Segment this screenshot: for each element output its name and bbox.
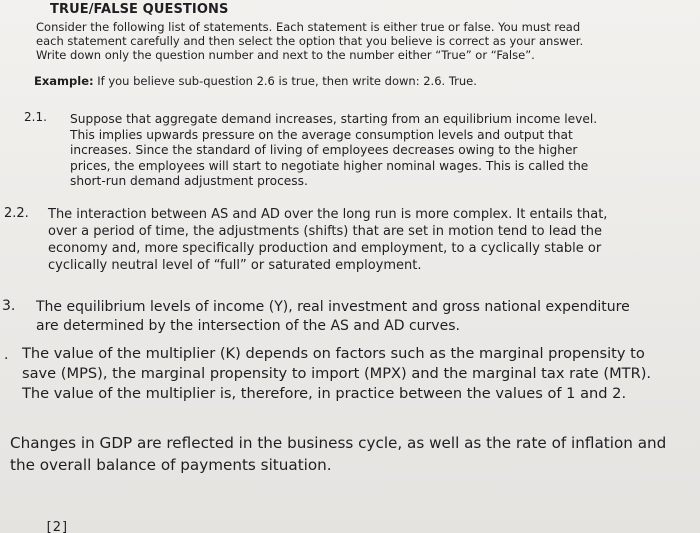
section-heading: TRUE/FALSE QUESTIONS — [50, 2, 229, 17]
question-number: 3. — [2, 298, 16, 314]
question-text: Changes in GDP are reflected in the business cycle, as well as the rate of inflation and the overall balance of payments situation. — [10, 434, 667, 474]
question-text: The value of the multiplier (K) depends on factors such as the marginal propensity to save (MPS), the marginal propensity to import (MPX) and the marginal tax rate (MTR). The value of the multiplier is, therefore, in practice between the values of 1 and 2. — [22, 345, 652, 402]
question-text: The equilibrium levels of income (Y), real investment and gross national expenditure are determined by the intersection of the AS and AD curves. — [36, 299, 630, 334]
question-text: The interaction between AS and AD over the long run is more complex. It entails that, over a period of time, the adjustments (shifts) that are set in motion tend to lead the economy and, more specifically production and employment, to a cyclically stable or cyclically neutral level of “full” or saturated employment. — [48, 207, 608, 273]
marks-indicator: _ [2] — [34, 520, 69, 533]
question-text: Suppose that aggregate demand increases, starting from an equilibrium income level. This implies upwards pressure on the average consumption levels and output that increases. Since the standard of living of employees decreases owing to the higher prices, the employees will start to negotiate higher nominal wages. This is called the short-run demand adjustment process. — [70, 112, 598, 188]
question-number: 2.2. — [4, 206, 29, 221]
question-number: 2.1. — [24, 110, 47, 124]
instructions-paragraph: Consider the following list of statements. Each statement is either true or false. You must read each statement carefully and then select the option that you believe is correct as your answer. Write down only the question number and next to the number either “True” or “False”. — [36, 20, 584, 62]
question-number: . — [4, 347, 9, 363]
example-line — [34, 74, 477, 88]
example-text: If you believe sub-question 2.6 is true, then write down: 2.6. True. — [97, 74, 477, 88]
example-label: Example: — [34, 74, 94, 88]
